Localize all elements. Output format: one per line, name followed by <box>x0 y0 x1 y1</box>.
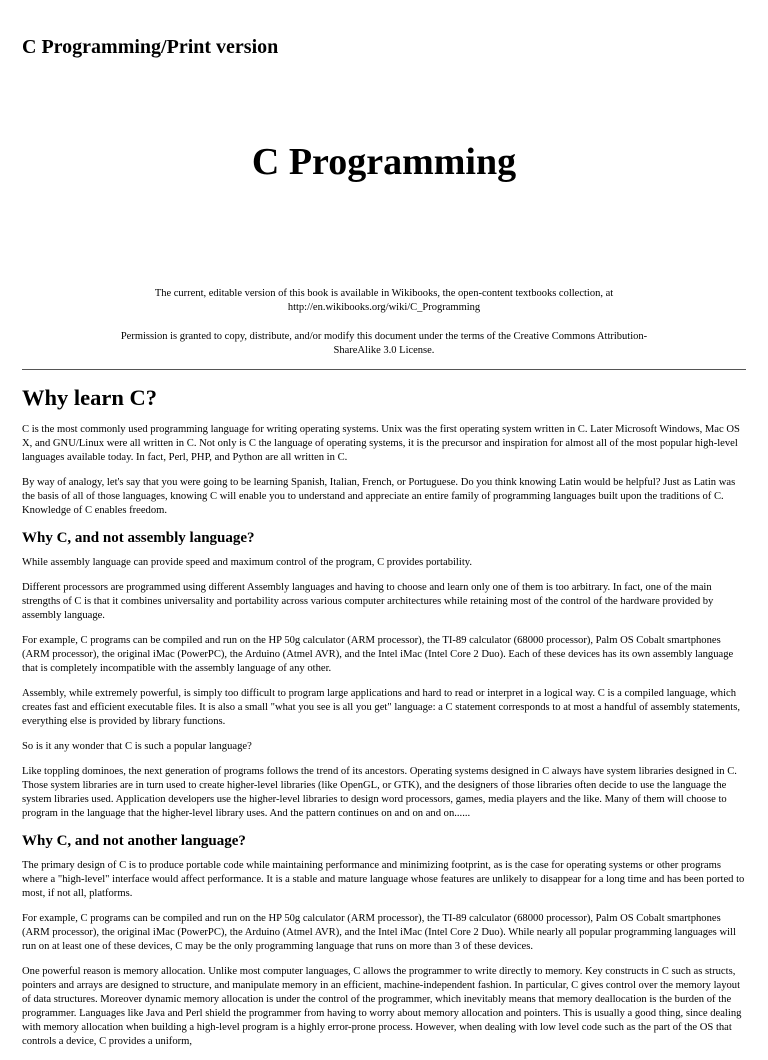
paragraph: Different processors are programmed using different Assembly languages and having to choose and learn only one of them is too arbitrary. In fact, one of the main strengths of C is that it combines universality and portability across various computer architectures while retaining most of the control of the hardware provided by assembly language. <box>22 582 714 621</box>
paragraph: While assembly language can provide speed and maximum control of the program, C provides portability. <box>22 557 473 568</box>
document-title: C Programming/Print version <box>22 36 279 58</box>
subsection-heading: Why C, and not another language? <box>22 833 246 849</box>
paragraph: For example, C programs can be compiled and run on the HP 50g calculator (ARM processor), the TI-89 calculator (68000 processor), Palm OS Cobalt smartphones (ARM processor), the original iMac (PowerPC), the Arduino (Atmel AVR), and the Intel iMac (Intel Core 2 Duo). While nearly all popular programming languages will run on at least one of these devices, C may be the only programming language that runs on more than 3 of these devices. <box>22 913 736 952</box>
paragraph: One powerful reason is memory allocation. Unlike most computer languages, C allows the programmer to write directly to memory. Key constructs in C such as structs, pointers and arrays are designed to structure, and manipulate memory in an efficient, machine-independent fashion. In particular, C gives control over the memory layout of data structures. Moreover dynamic memory allocation is under the control of the programmer, which inevitably means that memory deallocation is the burden of the programmer. Languages like Java and Perl shield the programmer from having to worry about memory allocation and pointers. This is usually a good thing, since dealing with memory allocation when building a high-level program is a highly error-prone process. However, when dealing with low level code such as the part of the OS that controls a device, C provides a uniform, <box>22 966 742 1047</box>
horizontal-divider <box>22 369 746 370</box>
main-content <box>22 384 746 1060</box>
book-title: C Programming <box>251 141 517 183</box>
availability-notice: The current, editable version of this book is available in Wikibooks, the open-content textbooks collection, at http://en.wikibooks.org/wiki/C_Programming <box>154 288 614 313</box>
paragraph: The primary design of C is to produce portable code while maintaining performance and minimizing footprint, as is the case for operating systems or other programs where a "high-level" interface would affect performance. It is a stable and mature language whose features are unlikely to disappear for a long time and has been ported to most, if not all, platforms. <box>22 860 745 899</box>
subsection-heading: Why C, and not assembly language? <box>22 530 255 546</box>
license-notice: Permission is granted to copy, distribute, and/or modify this document under the terms of the Creative Commons Attribution-ShareAlike 3.0 License. <box>120 331 648 356</box>
section-heading: Why learn C? <box>22 385 157 410</box>
paragraph: By way of analogy, let's say that you were going to be learning Spanish, Italian, French, or Portuguese. Do you think knowing Latin would be helpful? Just as Latin was the basis of all of those languages, knowing C will enable you to understand and appreciate an entire family of programming languages built upon the traditions of C. Knowledge of C enables freedom. <box>22 477 736 516</box>
paragraph: Like toppling dominoes, the next generation of programs follows the trend of its ancestors. Operating systems designed in C always have system libraries designed in C. Those system libraries are in turn used to create higher-level libraries (like OpenGL, or GTK), and the designers of those libraries often decide to use the language the system libraries used. Application developers use the higher-level libraries to design word processors, games, media players and the like. Many of them will choose to program in the language that the higher-level library uses. And the pattern continues on and on and on...... <box>22 766 737 819</box>
paragraph: So is it any wonder that C is such a popular language? <box>22 741 252 752</box>
paragraph: Assembly, while extremely powerful, is simply too difficult to program large applications and hard to read or interpret in a logical way. C is a compiled language, which creates fast and efficient executable files. It is also a small "what you see is all you get" language: a C statement corresponds to at most a handful of assembly statements, everything else is provided by library functions. <box>22 688 741 727</box>
paragraph: C is the most commonly used programming language for writing operating systems. Unix was the first operating system written in C. Later Microsoft Windows, Mac OS X, and GNU/Linux were all written in C. Not only is C the language of operating systems, it is the precursor and inspiration for almost all of the most popular high-level languages available today. In fact, Perl, PHP, and Python are all written in C. <box>22 424 740 463</box>
paragraph: For example, C programs can be compiled and run on the HP 50g calculator (ARM processor), the TI-89 calculator (68000 processor), Palm OS Cobalt smartphones (ARM processor), the original iMac (PowerPC), the Arduino (Atmel AVR), and the Intel iMac (Intel Core 2 Duo). Each of these devices has its own assembly language that is completely incompatible with the assembly language of any other. <box>22 635 734 674</box>
